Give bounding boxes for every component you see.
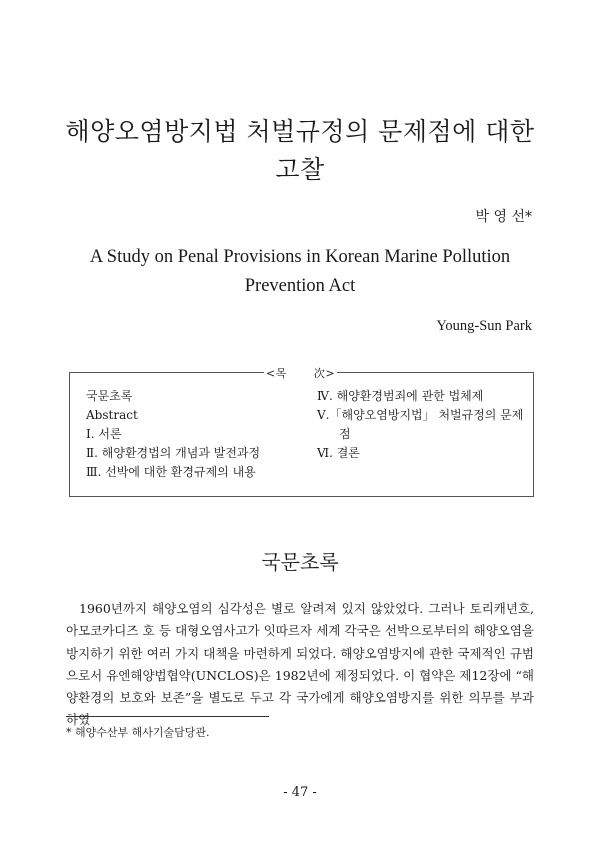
title-ko-line1: 해양오염방지법 처벌규정의 문제점에 대한 [65,117,535,146]
page-number: - 47 - [283,785,317,800]
toc-heading: <목 次> [266,367,336,380]
title-ko-line2: 고찰 [275,155,325,184]
toc-item: Ⅵ. 결론 [317,446,360,460]
toc-item: 국문초록 [86,389,133,403]
toc-right-column [317,387,532,463]
abstract-heading: 국문초록 [261,550,339,574]
paper-title-korean [40,113,560,189]
toc-item: Ⅳ. 해양환경범죄에 관한 법체제 [317,389,484,403]
toc-item: Ⅱ. 해양환경법의 개념과 발전과정 [86,446,261,460]
abstract-paragraph: 1960년까지 해양오염의 심각성은 별로 알려져 있지 않았었다. 그러나 토리캐년호, 아모코카디즈 호 등 대형오염사고가 잇따르자 세계 각국은 선박으로부터의 해양오염을 방지하기 위한 여러 가지 대책을 마련하게 되었다. 해양오염방지에 관한 국제적인 규범으로서 유엔해양법협약(UNCLOS)은 1982년에 제정되었다. 이 협약은 제12장에 “해양환경의 보호와 보존”을 별도로 두고 각 국가에게 해양오염방지를 위한 의무를 부과하였 [66,601,534,728]
title-en-line2: Prevention Act [244,276,356,296]
author-english: Young-Sun Park [436,318,532,334]
toc-item: Ⅲ. 선박에 대한 환경규제의 내용 [86,465,256,479]
author-korean: 박 영 선* [475,209,532,225]
toc-item: Abstract [86,408,138,422]
footnote-divider [66,716,269,717]
toc-left-column [86,387,260,482]
toc-item: Ⅴ.「해양오염방지법」 처벌규정의 문제점 [317,408,524,441]
footnote: * 해양수산부 해사기술담당관. [66,726,210,739]
paper-title-english [40,243,560,301]
title-en-line1: A Study on Penal Provisions in Korean Marine Pollution [89,247,511,267]
toc-item: Ⅰ. 서론 [86,427,122,441]
